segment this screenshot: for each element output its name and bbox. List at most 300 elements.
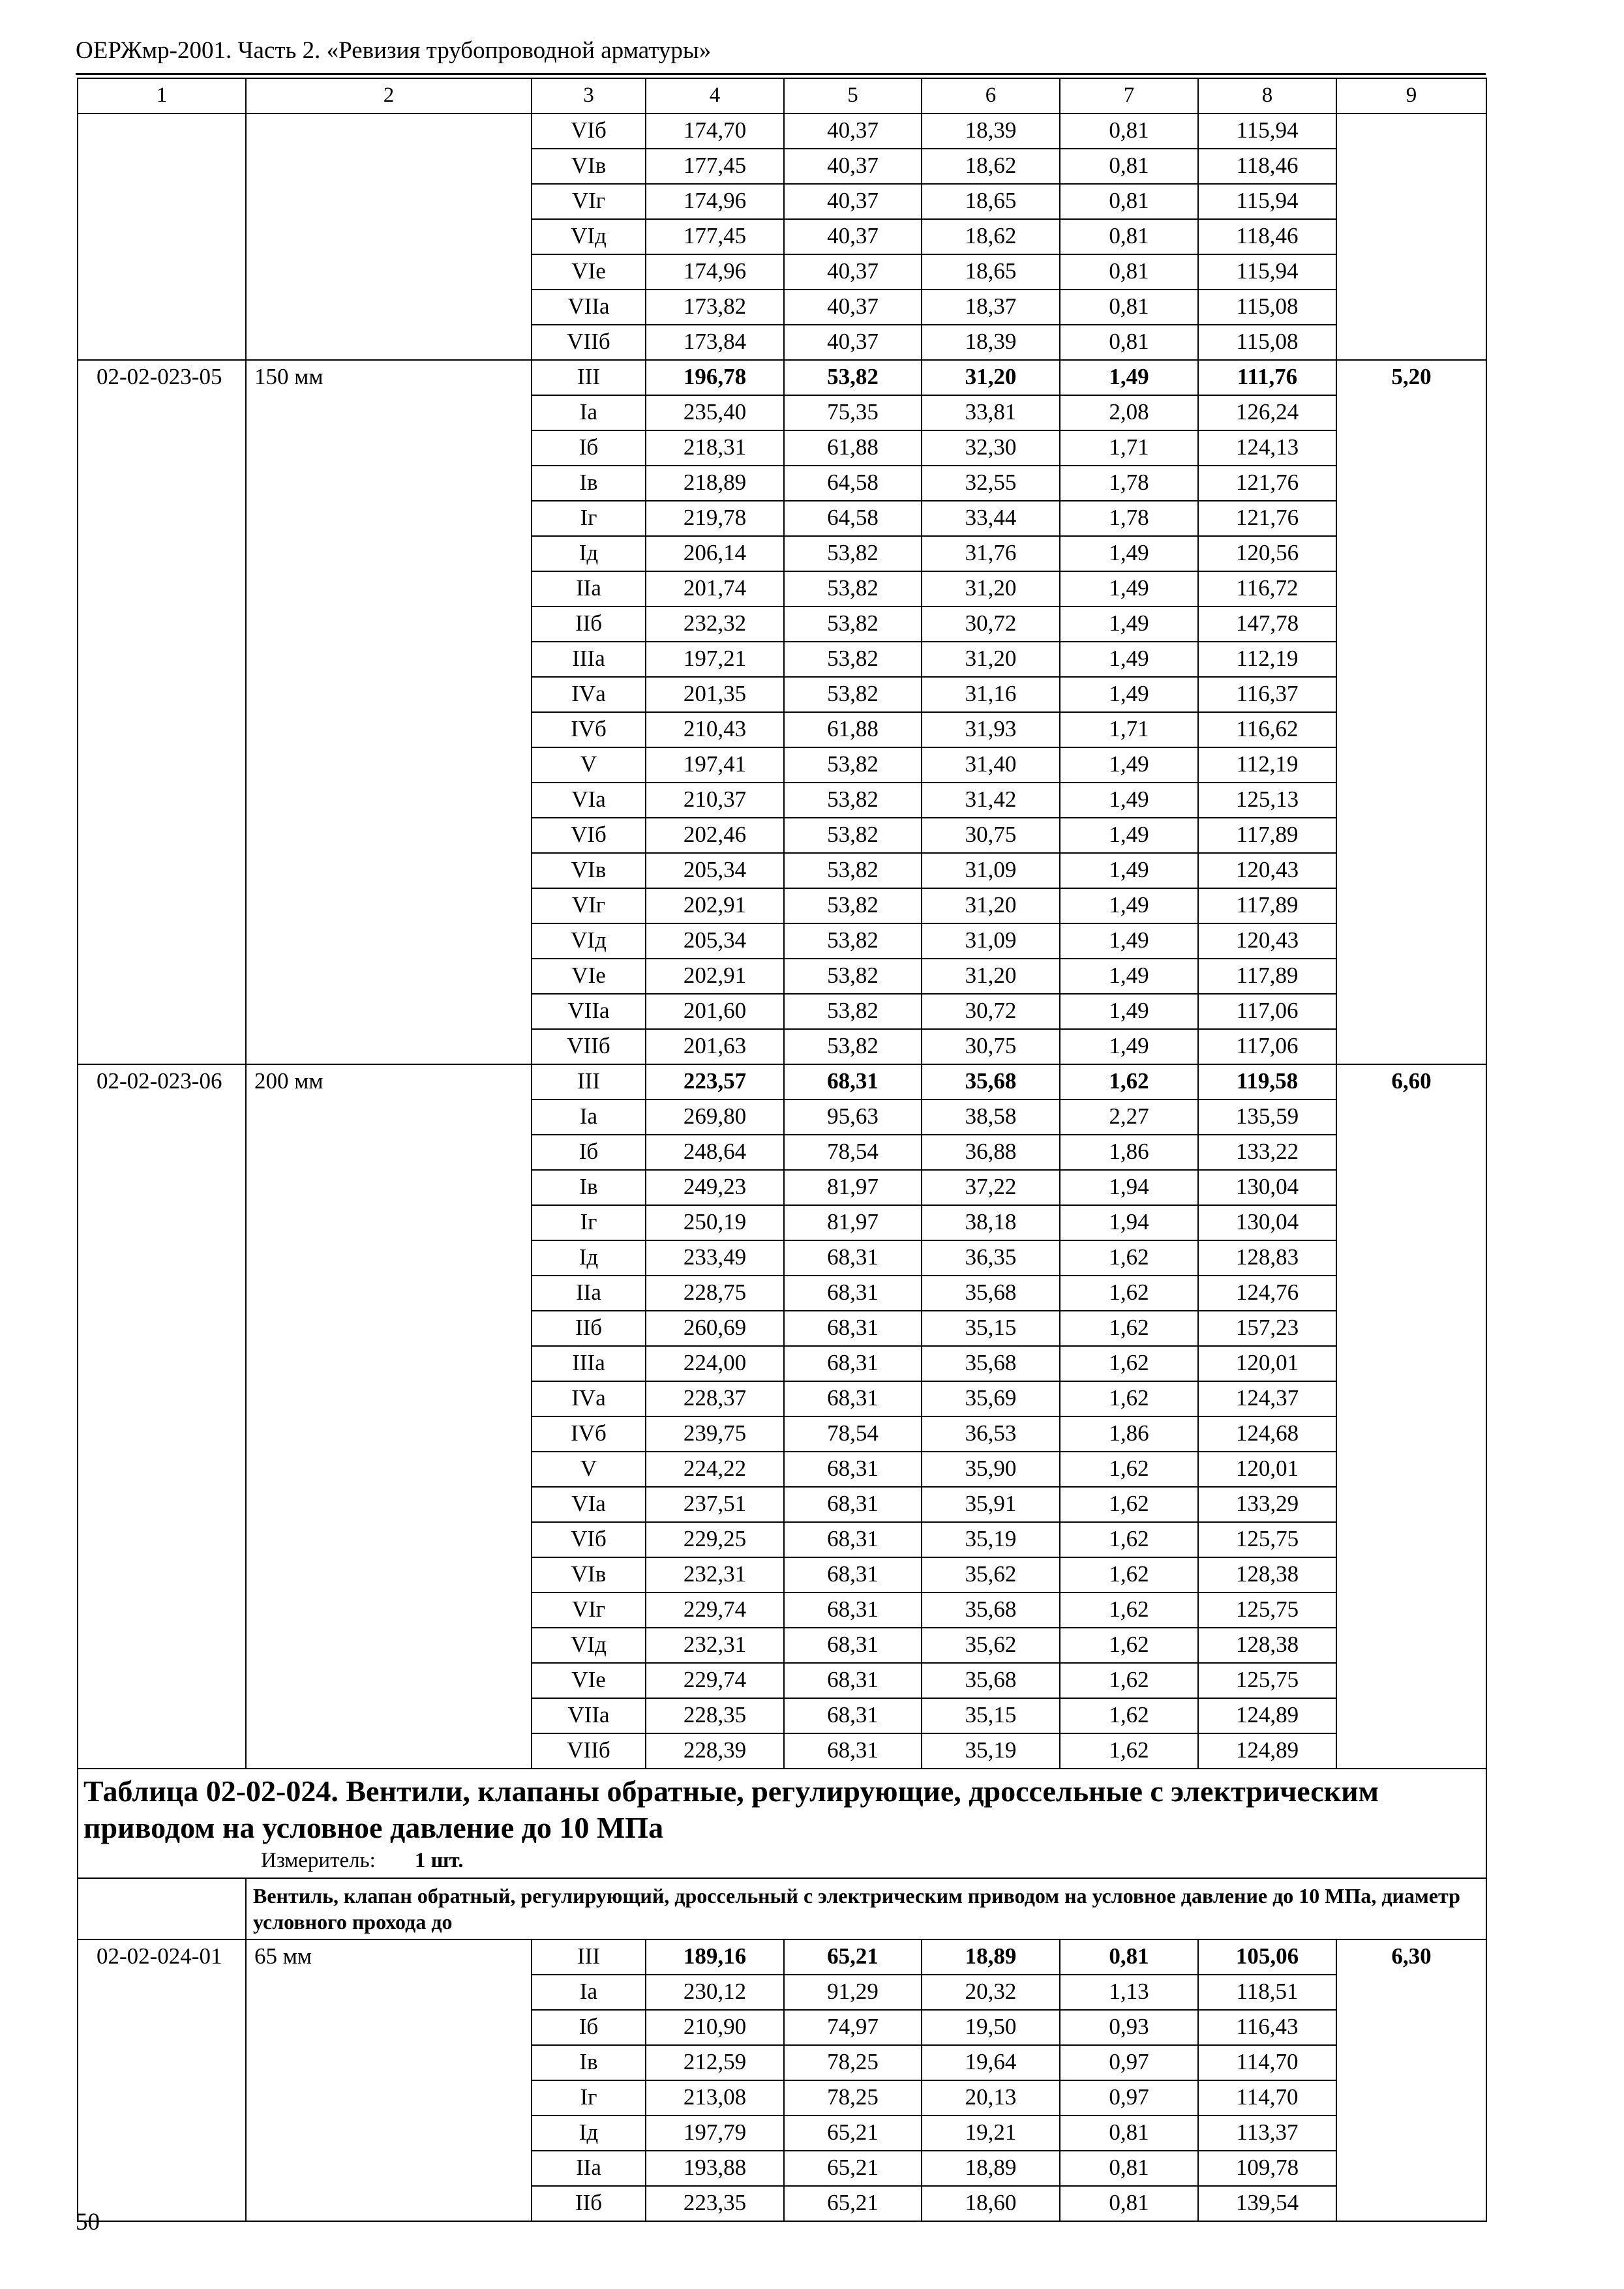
column-header: 3 [532,78,646,113]
value-cell: 128,83 [1198,1240,1336,1276]
value-cell: 35,19 [922,1522,1060,1557]
value-cell: 53,82 [784,536,922,571]
value-cell: 53,82 [784,1029,922,1064]
value-cell: 173,84 [646,325,784,360]
value-cell: 20,13 [922,2080,1060,2116]
value-cell: 68,31 [784,1663,922,1698]
value-cell: 1,78 [1060,466,1198,501]
value-cell: 1,62 [1060,1733,1198,1769]
value-cell: 117,06 [1198,994,1336,1029]
value-cell: 33,81 [922,395,1060,430]
value-cell: 197,41 [646,747,784,783]
value-cell: 35,15 [922,1698,1060,1733]
value-cell: 1,62 [1060,1311,1198,1346]
value-cell: 249,23 [646,1170,784,1205]
value-cell: 1,49 [1060,994,1198,1029]
value-cell: 20,32 [922,1975,1060,2010]
value-cell: 120,01 [1198,1452,1336,1487]
value-cell: 19,50 [922,2010,1060,2045]
value-cell: 205,34 [646,853,784,888]
value-cell: 232,31 [646,1628,784,1663]
value-cell: 229,25 [646,1522,784,1557]
value-cell: 18,62 [922,219,1060,254]
rate-code: 02-02-023-06 [78,1064,246,1769]
zone-cell: Iг [532,1205,646,1240]
zone-cell: VIд [532,1628,646,1663]
value-cell: 31,20 [922,959,1060,994]
value-cell: 40,37 [784,254,922,290]
value-cell: 64,58 [784,466,922,501]
nominal-size: 200 мм [246,1064,532,1769]
value-cell: 0,81 [1060,254,1198,290]
value-cell: 53,82 [784,642,922,677]
value-cell: 36,35 [922,1240,1060,1276]
value-cell: 224,00 [646,1346,784,1381]
value-cell: 36,53 [922,1416,1060,1452]
value-cell: 124,89 [1198,1698,1336,1733]
value-cell: 1,62 [1060,1381,1198,1416]
value-cell: 1,49 [1060,571,1198,606]
value-cell: 68,31 [784,1557,922,1593]
value-cell: 1,49 [1060,536,1198,571]
value-cell: 31,40 [922,747,1060,783]
value-cell: 128,38 [1198,1557,1336,1593]
value-cell: 1,62 [1060,1276,1198,1311]
value-cell: 18,89 [922,2151,1060,2186]
value-cell: 135,59 [1198,1100,1336,1135]
value-cell: 177,45 [646,149,784,184]
page-header: ОЕРЖмр-2001. Часть 2. «Ревизия трубопроводной арматуры» [76,37,712,64]
zone-cell: VIIб [532,325,646,360]
zone-cell: Iб [532,2010,646,2045]
value-cell: 124,13 [1198,430,1336,466]
value-cell: 1,86 [1060,1135,1198,1170]
value-cell: 202,46 [646,818,784,853]
value-cell: 36,88 [922,1135,1060,1170]
value-cell: 250,19 [646,1205,784,1240]
value-cell: 74,97 [784,2010,922,2045]
zone-cell: VIб [532,1522,646,1557]
value-cell: 1,62 [1060,1593,1198,1628]
value-cell: 1,49 [1060,360,1198,395]
value-cell: 1,71 [1060,712,1198,747]
value-cell: 269,80 [646,1100,784,1135]
value-cell: 53,82 [784,853,922,888]
value-cell: 114,70 [1198,2045,1336,2080]
value-cell: 118,46 [1198,149,1336,184]
value-cell: 38,18 [922,1205,1060,1240]
zone-cell: IIIа [532,1346,646,1381]
value-cell: 206,14 [646,536,784,571]
value-cell: 109,78 [1198,2151,1336,2186]
value-cell: 35,91 [922,1487,1060,1522]
value-cell: 116,62 [1198,712,1336,747]
measure-value: 1 шт. [414,1849,464,1872]
zone-cell: VIIб [532,1029,646,1064]
value-cell: 193,88 [646,2151,784,2186]
value-cell: 1,62 [1060,1557,1198,1593]
value-cell: 202,91 [646,888,784,923]
value-cell: 61,88 [784,712,922,747]
value-cell: 0,81 [1060,113,1198,149]
zone-cell: VIг [532,888,646,923]
zone-cell: Iб [532,1135,646,1170]
value-cell: 115,08 [1198,325,1336,360]
value-cell: 218,89 [646,466,784,501]
value-cell: 147,78 [1198,606,1336,642]
value-cell: 130,04 [1198,1170,1336,1205]
value-cell: 31,76 [922,536,1060,571]
column-header: 1 [78,78,246,113]
value-cell: 117,89 [1198,959,1336,994]
value-cell: 53,82 [784,360,922,395]
value-cell: 31,09 [922,923,1060,959]
value-cell: 2,08 [1060,395,1198,430]
value-cell: 125,13 [1198,783,1336,818]
value-cell: 18,60 [922,2186,1060,2221]
value-cell: 1,62 [1060,1522,1198,1557]
value-cell: 233,49 [646,1240,784,1276]
value-cell: 19,21 [922,2116,1060,2151]
value-cell: 0,81 [1060,290,1198,325]
zone-cell: III [532,1939,646,1975]
value-cell: 121,76 [1198,501,1336,536]
value-cell: 177,45 [646,219,784,254]
value-cell: 116,37 [1198,677,1336,712]
value-cell: 112,19 [1198,747,1336,783]
value-cell: 1,62 [1060,1346,1198,1381]
value-cell: 53,82 [784,923,922,959]
value-cell: 112,19 [1198,642,1336,677]
column-header: 6 [922,78,1060,113]
value-cell: 201,60 [646,994,784,1029]
value-cell: 0,93 [1060,2010,1198,2045]
zone-cell: IIб [532,606,646,642]
value-cell: 118,46 [1198,219,1336,254]
value-cell: 78,25 [784,2080,922,2116]
column-header-row [78,78,1486,113]
table-row [78,1064,1486,1100]
value-cell: 30,72 [922,994,1060,1029]
value-cell: 30,72 [922,606,1060,642]
value-cell: 121,76 [1198,466,1336,501]
zone-cell: IIIа [532,642,646,677]
zone-cell: IVа [532,677,646,712]
rate-code: 02-02-024-01 [78,1939,246,2221]
zone-cell: VIд [532,923,646,959]
zone-cell: Iд [532,1240,646,1276]
value-cell: 1,49 [1060,959,1198,994]
value-cell: 124,37 [1198,1381,1336,1416]
value-cell: 115,94 [1198,184,1336,219]
value-cell: 133,29 [1198,1487,1336,1522]
value-cell: 18,65 [922,254,1060,290]
table-row [78,1939,1486,1975]
value-cell: 30,75 [922,818,1060,853]
value-cell: 1,49 [1060,923,1198,959]
value-cell: 124,68 [1198,1416,1336,1452]
value-cell: 35,68 [922,1593,1060,1628]
value-cell: 1,49 [1060,818,1198,853]
value-cell: 113,37 [1198,2116,1336,2151]
value-cell: 19,64 [922,2045,1060,2080]
zone-cell: VIе [532,959,646,994]
value-cell: 1,49 [1060,606,1198,642]
table-title: Таблица 02-02-024. Вентили, клапаны обратные, регулирующие, дроссельные с электрическим приводом на условное давление до 10 МПа [83,1774,1379,1844]
table-title-row [78,1769,1486,1878]
value-cell: 1,49 [1060,783,1198,818]
value-cell: 18,65 [922,184,1060,219]
value-cell: 0,97 [1060,2080,1198,2116]
value-cell: 35,15 [922,1311,1060,1346]
value-cell: 133,22 [1198,1135,1336,1170]
value-cell: 260,69 [646,1311,784,1346]
value-cell: 2,27 [1060,1100,1198,1135]
value-cell: 128,38 [1198,1628,1336,1663]
zone-cell: IVб [532,1416,646,1452]
value-cell: 232,32 [646,606,784,642]
zone-cell: IIа [532,571,646,606]
value-cell: 40,37 [784,290,922,325]
value-cell: 0,81 [1060,2186,1198,2221]
value-cell: 239,75 [646,1416,784,1452]
value-cell: 197,79 [646,2116,784,2151]
value-cell: 126,24 [1198,395,1336,430]
table-row [78,360,1486,395]
value-cell: 210,43 [646,712,784,747]
value-cell: 1,62 [1060,1064,1198,1100]
page-number: 50 [76,2209,100,2236]
zone-cell: VIIа [532,994,646,1029]
value-cell: 224,22 [646,1452,784,1487]
value-cell: 78,25 [784,2045,922,2080]
zone-cell: VIг [532,1593,646,1628]
zone-cell: IIа [532,1276,646,1311]
zone-cell: IVа [532,1381,646,1416]
zone-cell: Iг [532,2080,646,2116]
value-cell: 64,58 [784,501,922,536]
value-cell: 205,34 [646,923,784,959]
value-cell: 125,75 [1198,1593,1336,1628]
value-cell: 1,49 [1060,1029,1198,1064]
value-cell: 0,81 [1060,149,1198,184]
value-cell: 210,90 [646,2010,784,2045]
value-cell: 68,31 [784,1381,922,1416]
value-cell: 30,75 [922,1029,1060,1064]
value-cell: 35,90 [922,1452,1060,1487]
value-cell: 37,22 [922,1170,1060,1205]
value-cell: 53,82 [784,571,922,606]
value-cell: 68,31 [784,1452,922,1487]
zone-cell: Iа [532,1975,646,2010]
value-cell: 65,21 [784,2116,922,2151]
zone-cell: VIIб [532,1733,646,1769]
value-cell: 173,82 [646,290,784,325]
value-cell: 1,94 [1060,1205,1198,1240]
value-cell: 65,21 [784,2151,922,2186]
value-cell: 1,62 [1060,1452,1198,1487]
value-cell: 78,54 [784,1416,922,1452]
column-header: 8 [1198,78,1336,113]
zone-cell: Iа [532,1100,646,1135]
value-cell: 228,35 [646,1698,784,1733]
zone-cell: Iг [532,501,646,536]
value-cell: 111,76 [1198,360,1336,395]
column-header: 2 [246,78,532,113]
value-cell: 31,20 [922,888,1060,923]
value-cell: 53,82 [784,606,922,642]
rates-table [77,78,1487,2222]
value-cell: 75,35 [784,395,922,430]
value-cell: 229,74 [646,1663,784,1698]
value-cell: 139,54 [1198,2186,1336,2221]
value-cell: 1,86 [1060,1416,1198,1452]
value-cell: 116,43 [1198,2010,1336,2045]
value-cell: 53,82 [784,747,922,783]
value-cell: 119,58 [1198,1064,1336,1100]
value-cell: 32,30 [922,430,1060,466]
value-cell: 1,49 [1060,747,1198,783]
value-cell: 40,37 [784,149,922,184]
zone-cell: VIе [532,1663,646,1698]
value-cell: 68,31 [784,1593,922,1628]
value-cell: 197,21 [646,642,784,677]
value-cell: 1,49 [1060,642,1198,677]
value-cell: 0,97 [1060,2045,1198,2080]
zone-cell: V [532,1452,646,1487]
zone-cell: VIб [532,818,646,853]
zone-cell: Iв [532,466,646,501]
value-cell: 201,35 [646,677,784,712]
value-cell: 0,81 [1060,219,1198,254]
value-cell: 157,23 [1198,1311,1336,1346]
value-cell: 1,49 [1060,888,1198,923]
value-cell: 1,94 [1060,1170,1198,1205]
value-cell: 53,82 [784,783,922,818]
value-cell: 1,62 [1060,1698,1198,1733]
rate-code [78,113,246,360]
zone-cell: Iб [532,430,646,466]
value-cell: 237,51 [646,1487,784,1522]
value-cell: 228,39 [646,1733,784,1769]
value-cell: 68,31 [784,1311,922,1346]
value-cell: 40,37 [784,113,922,149]
value-cell: 61,88 [784,430,922,466]
value-cell: 219,78 [646,501,784,536]
value-cell: 68,31 [784,1487,922,1522]
value-cell: 218,31 [646,430,784,466]
value-cell: 65,21 [784,1939,922,1975]
value-cell: 0,81 [1060,1939,1198,1975]
zone-cell: VIIа [532,1698,646,1733]
value-cell: 68,31 [784,1628,922,1663]
value-cell: 53,82 [784,888,922,923]
value-cell: 31,09 [922,853,1060,888]
value-cell: 212,59 [646,2045,784,2080]
table-row [78,113,1486,149]
value-cell: 0,81 [1060,2116,1198,2151]
value-cell: 35,68 [922,1346,1060,1381]
value-cell: 117,06 [1198,1029,1336,1064]
value-cell: 223,35 [646,2186,784,2221]
value-cell: 0,81 [1060,184,1198,219]
value-cell: 68,31 [784,1698,922,1733]
value-cell: 33,44 [922,501,1060,536]
value-cell: 35,62 [922,1557,1060,1593]
value-cell: 223,57 [646,1064,784,1100]
value-cell: 68,31 [784,1276,922,1311]
value-cell: 1,49 [1060,677,1198,712]
value-cell: 32,55 [922,466,1060,501]
value-cell: 68,31 [784,1522,922,1557]
value-cell: 120,43 [1198,853,1336,888]
value-cell: 18,39 [922,113,1060,149]
value-cell: 40,37 [784,184,922,219]
value-cell: 0,81 [1060,325,1198,360]
zone-cell: VIв [532,1557,646,1593]
value-cell: 40,37 [784,219,922,254]
value-cell: 124,89 [1198,1733,1336,1769]
value-cell: 201,63 [646,1029,784,1064]
value-cell: 1,62 [1060,1628,1198,1663]
zone-cell: VIа [532,1487,646,1522]
zone-cell: Iа [532,395,646,430]
value-cell: 213,08 [646,2080,784,2116]
labor-rate: 6,60 [1336,1064,1486,1769]
value-cell: 18,62 [922,149,1060,184]
value-cell: 115,08 [1198,290,1336,325]
value-cell: 31,16 [922,677,1060,712]
work-description: Вентиль, клапан обратный, регулирующий, дроссельный с электрическим приводом на условное давление до 10 МПа, диаметр условного прохода до [246,1878,1486,1939]
value-cell: 95,63 [784,1100,922,1135]
value-cell: 115,94 [1198,113,1336,149]
value-cell: 125,75 [1198,1663,1336,1698]
zone-cell: VIв [532,853,646,888]
value-cell: 1,13 [1060,1975,1198,2010]
zone-cell: IVб [532,712,646,747]
value-cell: 117,89 [1198,888,1336,923]
value-cell: 18,89 [922,1939,1060,1975]
value-cell: 228,37 [646,1381,784,1416]
column-header: 5 [784,78,922,113]
value-cell: 105,06 [1198,1939,1336,1975]
value-cell: 31,93 [922,712,1060,747]
value-cell: 230,12 [646,1975,784,2010]
value-cell: 53,82 [784,818,922,853]
zone-cell: III [532,360,646,395]
value-cell: 116,72 [1198,571,1336,606]
nominal-size: 150 мм [246,360,532,1064]
value-cell: 81,97 [784,1205,922,1240]
nominal-size [246,113,532,360]
value-cell: 235,40 [646,395,784,430]
value-cell: 229,74 [646,1593,784,1628]
value-cell: 68,31 [784,1733,922,1769]
zone-cell: IIб [532,2186,646,2221]
value-cell: 174,96 [646,254,784,290]
value-cell: 68,31 [784,1346,922,1381]
rate-code: 02-02-023-05 [78,360,246,1064]
value-cell: 248,64 [646,1135,784,1170]
description-row [78,1878,1486,1939]
value-cell: 174,70 [646,113,784,149]
value-cell: 1,62 [1060,1663,1198,1698]
value-cell: 202,91 [646,959,784,994]
value-cell: 18,39 [922,325,1060,360]
value-cell: 35,68 [922,1663,1060,1698]
value-cell: 1,62 [1060,1240,1198,1276]
zone-cell: VIIа [532,290,646,325]
